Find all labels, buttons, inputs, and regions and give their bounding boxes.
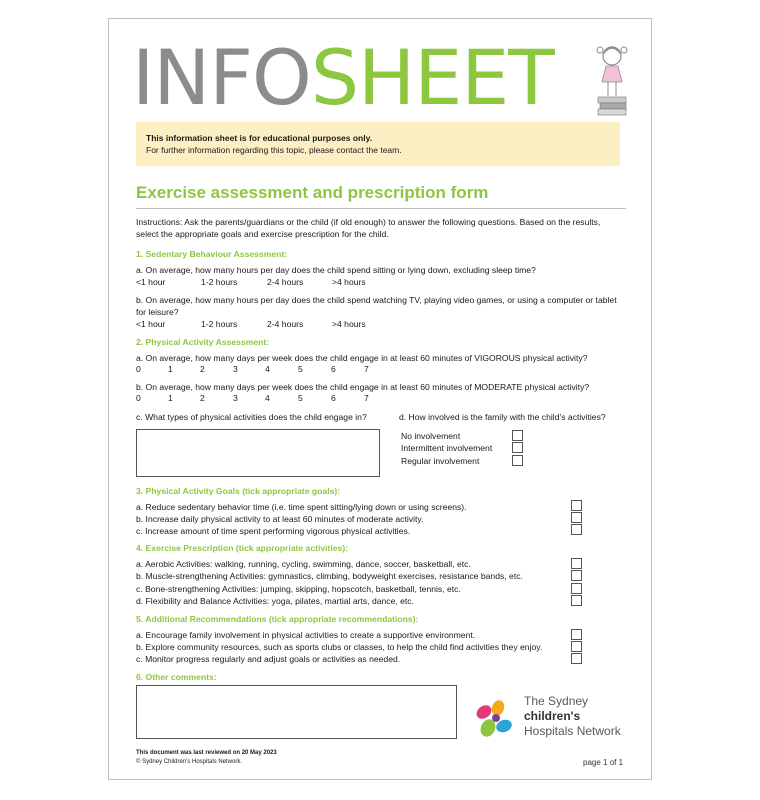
option-hours[interactable]: 2-4 hours bbox=[267, 277, 304, 287]
days-options-2b bbox=[136, 393, 536, 405]
instructions: Instructions: Ask the parents/guardians or the child (if old enough) to answer the following questions. Based on the results, select the appropriate goals and exercise prescription for the child. bbox=[136, 217, 601, 239]
recommendation-checkbox[interactable] bbox=[571, 641, 582, 652]
no-involvement-checkbox[interactable] bbox=[512, 430, 523, 441]
banner-info-text: INFO bbox=[132, 33, 311, 122]
involvement-label: Intermittent involvement bbox=[401, 443, 493, 453]
girl-on-books-icon bbox=[592, 42, 632, 118]
prescription-checkbox[interactable] bbox=[571, 558, 582, 569]
prescription-item: c. Bone-strengthening Activities: jumping, skipping, hopscotch, basketball, tennis, etc. bbox=[136, 584, 461, 594]
question-1a: a. On average, how many hours per day does the child spend sitting or lying down, excluding sleep time? bbox=[136, 265, 536, 275]
recommendation-item: b. Explore community resources, such as sports clubs or classes, to help the child find activities they enjoy. bbox=[136, 642, 543, 652]
section-2-heading: 2. Physical Activity Assessment: bbox=[136, 337, 270, 347]
question-2a: a. On average, how many days per week does the child engage in at least 60 minutes of VIGOROUS physical activity? bbox=[136, 353, 588, 363]
option-day[interactable]: 4 bbox=[265, 364, 270, 374]
goal-checkbox[interactable] bbox=[571, 524, 582, 535]
involvement-label: No involvement bbox=[401, 431, 461, 441]
infosheet-banner bbox=[132, 33, 592, 122]
hours-options-1a bbox=[136, 277, 536, 289]
other-comments-textbox[interactable] bbox=[136, 685, 457, 739]
option-day[interactable]: 2 bbox=[200, 393, 205, 403]
involvement-label: Regular involvement bbox=[401, 456, 480, 466]
section-4-heading: 4. Exercise Prescription (tick appropriate activities): bbox=[136, 543, 349, 553]
option-day[interactable]: 7 bbox=[364, 364, 369, 374]
section-5-heading: 5. Additional Recommendations (tick appropriate recommendations): bbox=[136, 614, 419, 624]
question-2d: d. How involved is the family with the child’s activities? bbox=[399, 412, 606, 422]
prescription-item: a. Aerobic Activities: walking, running, cycling, swimming, dance, soccer, basketball, etc. bbox=[136, 559, 471, 569]
option-day[interactable]: 3 bbox=[233, 364, 238, 374]
option-hours[interactable]: 1-2 hours bbox=[201, 319, 238, 329]
recommendation-item: c. Monitor progress regularly and adjust goals or activities as needed. bbox=[136, 654, 401, 664]
section-6-heading: 6. Other comments: bbox=[136, 672, 217, 682]
option-day[interactable]: 6 bbox=[331, 393, 336, 403]
option-day[interactable]: 1 bbox=[168, 364, 173, 374]
prescription-checkbox[interactable] bbox=[571, 595, 582, 606]
intermittent-involvement-checkbox[interactable] bbox=[512, 442, 523, 453]
schn-logo bbox=[474, 692, 624, 748]
option-day[interactable]: 3 bbox=[233, 393, 238, 403]
schn-logo-icon bbox=[474, 698, 520, 742]
recommendation-checkbox[interactable] bbox=[571, 653, 582, 664]
form-title: Exercise assessment and prescription form bbox=[136, 183, 626, 209]
copyright: © Sydney Children’s Hospitals Network. bbox=[136, 759, 243, 765]
page-number: page 1 of 1 bbox=[583, 758, 624, 767]
option-day[interactable]: 4 bbox=[265, 393, 270, 403]
option-hours[interactable]: 1-2 hours bbox=[201, 277, 238, 287]
option-day[interactable]: 1 bbox=[168, 393, 173, 403]
prescription-item: b. Muscle-strengthening Activities: gymnastics, climbing, bodyweight exercises, resistance bands, etc. bbox=[136, 571, 523, 581]
regular-involvement-checkbox[interactable] bbox=[512, 455, 523, 466]
days-options-2a bbox=[136, 364, 536, 376]
option-day[interactable]: 5 bbox=[298, 393, 303, 403]
educational-notice bbox=[136, 122, 620, 166]
prescription-checkbox[interactable] bbox=[571, 570, 582, 581]
option-hours[interactable]: <1 hour bbox=[136, 277, 166, 287]
goal-item: a. Reduce sedentary behavior time (i.e. time spent sitting/lying down or using screens). bbox=[136, 502, 467, 512]
option-hours[interactable]: >4 hours bbox=[332, 319, 366, 329]
goal-item: c. Increase amount of time spent performing vigorous physical activities. bbox=[136, 526, 411, 536]
option-hours[interactable]: 2-4 hours bbox=[267, 319, 304, 329]
option-day[interactable]: 6 bbox=[331, 364, 336, 374]
goal-checkbox[interactable] bbox=[571, 512, 582, 523]
question-1b: b. On average, how many hours per day does the child spend watching TV, playing video games, or using a computer or tablet for leisure? bbox=[136, 295, 617, 317]
option-day[interactable]: 7 bbox=[364, 393, 369, 403]
prescription-item: d. Flexibility and Balance Activities: yoga, pilates, martial arts, dance, etc. bbox=[136, 596, 414, 606]
logo-line-3: Hospitals Network bbox=[524, 724, 621, 738]
option-hours[interactable]: >4 hours bbox=[332, 277, 366, 287]
option-day[interactable]: 2 bbox=[200, 364, 205, 374]
question-2b: b. On average, how many days per week does the child engage in at least 60 minutes of MODERATE physical activity? bbox=[136, 382, 590, 392]
goal-item: b. Increase daily physical activity to at least 60 minutes of moderate activity. bbox=[136, 514, 424, 524]
section-1-heading: 1. Sedentary Behaviour Assessment: bbox=[136, 249, 288, 259]
goal-checkbox[interactable] bbox=[571, 500, 582, 511]
review-date: This document was last reviewed on 20 May 2023 bbox=[136, 750, 277, 756]
question-2c: c. What types of physical activities does the child engage in? bbox=[136, 412, 367, 422]
option-hours[interactable]: <1 hour bbox=[136, 319, 166, 329]
prescription-checkbox[interactable] bbox=[571, 583, 582, 594]
hours-options-1b bbox=[136, 319, 536, 331]
option-day[interactable]: 0 bbox=[136, 393, 141, 403]
banner-sheet-text: SHEET bbox=[310, 33, 554, 122]
option-day[interactable]: 5 bbox=[298, 364, 303, 374]
logo-line-1: The Sydney bbox=[524, 694, 589, 708]
notice-line-2: For further information regarding this topic, please contact the team. bbox=[146, 145, 402, 155]
recommendation-checkbox[interactable] bbox=[571, 629, 582, 640]
logo-line-2: children's bbox=[524, 709, 581, 723]
recommendation-item: a. Encourage family involvement in physical activities to create a supportive environment. bbox=[136, 630, 476, 640]
section-3-heading: 3. Physical Activity Goals (tick appropriate goals): bbox=[136, 486, 341, 496]
notice-line-1: This information sheet is for educational purposes only. bbox=[146, 133, 373, 143]
activity-types-textbox[interactable] bbox=[136, 429, 380, 477]
option-day[interactable]: 0 bbox=[136, 364, 141, 374]
